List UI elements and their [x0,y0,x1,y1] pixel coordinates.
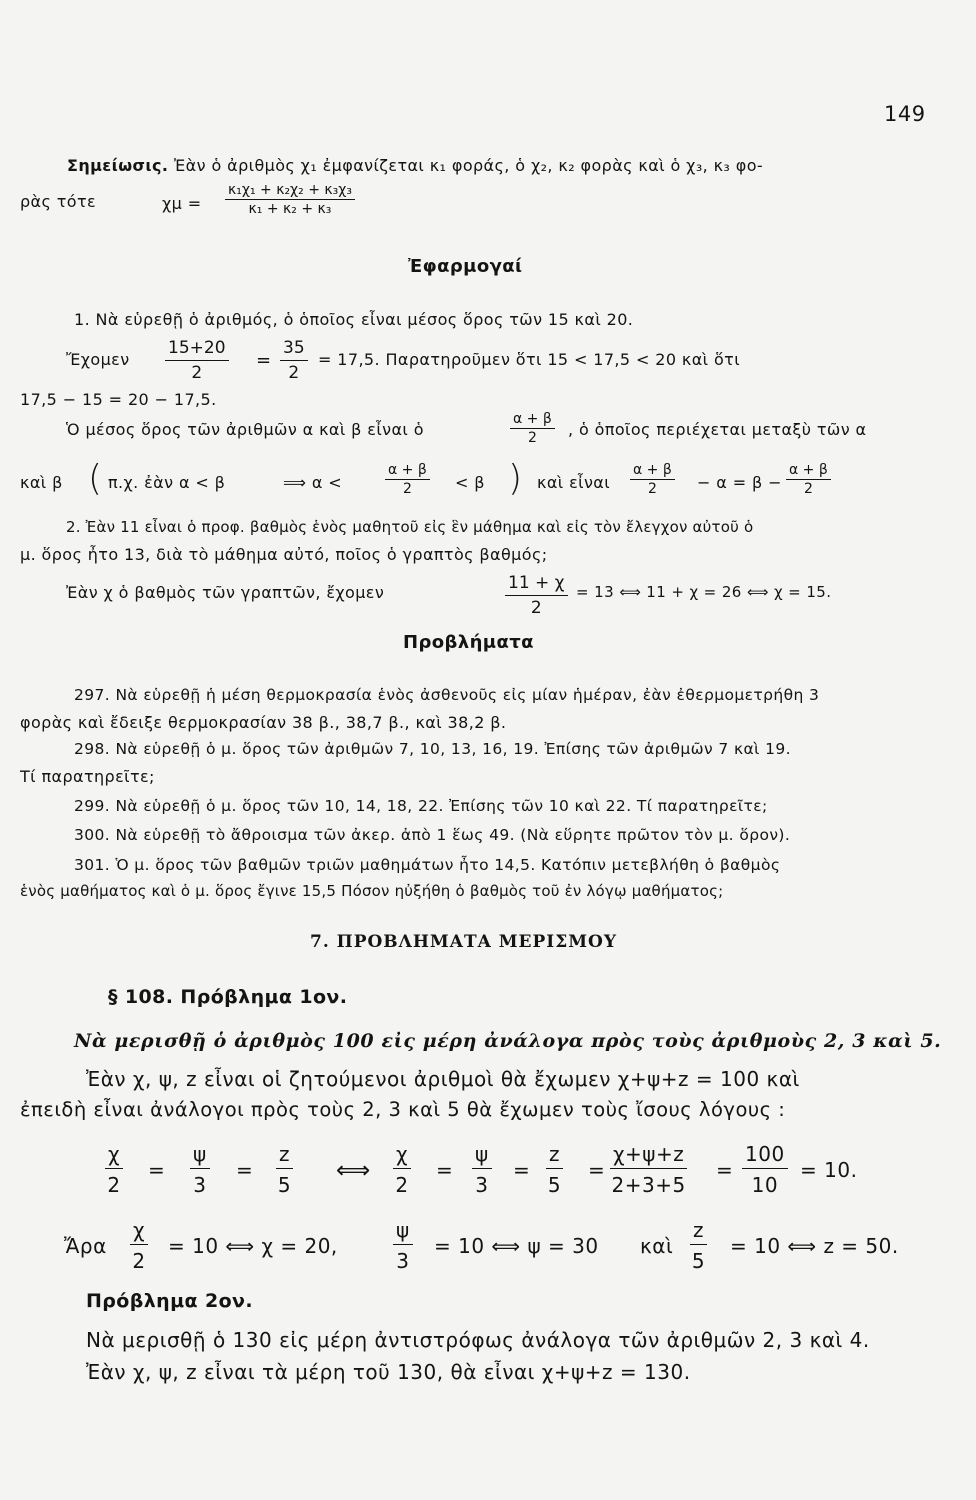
problem-297-line2: φορὰς καὶ ἔδειξε θερμοκρασίαν 38 β., 38,7 β., καὶ 38,2 β. [20,713,507,732]
fraction-numerator: 35 [280,340,308,361]
note-text: Ἐὰν ὁ ἀριθμὸς χ₁ ἐμφανίζεται κ₁ φοράς, ὁ χ₂, κ₂ φορὰς καὶ ὁ χ₃, κ₃ φο- [173,156,764,175]
problem-301-line2: ἑνὸς μαθήματος καὶ ὁ μ. ὅρος ἔγινε 15,5 Πόσον ηὐξήθη ὁ βαθμὸς τοῦ ἐν λόγῳ μαθήματος; [20,882,724,900]
fraction-denominator: 2 [132,1249,146,1273]
example2-line1: 2. Ἐὰν 11 εἶναι ὁ προφ. βαθμὸς ἑνὸς μαθητοῦ εἰς ἓν μάθημα καὶ εἰς τὸν ἔλεγχον αὐτοῦ ὁ [66,518,754,536]
minus-alpha-equals-beta: − α = β − [697,473,782,492]
note-line1 [67,156,763,175]
example2-solution: = 13 ⟺ 11 + χ = 26 ⟺ χ = 15. [576,583,832,601]
result-x: = 10 ⟺ χ = 20, [168,1234,338,1258]
example1-have: Ἔχομεν [66,350,130,369]
fraction-numerator: χ+ψ+z [610,1144,687,1169]
paren-open: ( [88,458,103,499]
equals-sign: = [588,1158,606,1182]
fraction-denominator: 2 [107,1173,121,1197]
problem-299: 299. Νὰ εὑρεθῇ ὁ μ. ὅρος τῶν 10, 14, 18, 22. Ἐπίσης τῶν 10 καὶ 22. Τί παρατηρεῖτε; [74,797,768,815]
result-y: = 10 ⟺ ψ = 30 [434,1234,599,1258]
example1-line3: 17,5 − 15 = 20 − 17,5. [20,390,217,409]
fraction-denominator: 2+3+5 [611,1173,686,1197]
problem-297-line1: 297. Νὰ εὑρεθῇ ἡ μέση θερμοκρασία ἑνὸς ἀσθενοῦς εἰς μίαν ἡμέραν, ἐὰν ἐθερμομετρήθη 3 [74,686,820,704]
and-word: καὶ [640,1234,674,1258]
problem-300: 300. Νὰ εὑρεθῇ τὸ ἄθροισμα τῶν ἀκερ. ἀπὸ 1 ἕως 49. (Νὰ εὕρητε πρῶτον τὸν μ. ὅρον). [74,826,791,844]
iff-arrow: ⟺ [336,1156,371,1184]
fraction-denominator: 3 [475,1173,489,1197]
ratio-y-3 [190,1144,210,1195]
fraction-numerator: χ [130,1220,148,1245]
equals-ten: = 10. [800,1158,858,1182]
note-line2-prefix: ρὰς τότε [20,192,97,211]
fraction-numerator: χ [105,1144,123,1169]
fraction-numerator: z [546,1144,563,1169]
ratio-z-5 [546,1144,563,1195]
fraction-denominator: 5 [277,1173,292,1197]
fraction-numerator: χ [393,1144,411,1169]
example1-fraction1 [165,340,229,382]
ratio-100-10 [742,1144,788,1195]
fraction-denominator: 2 [803,481,813,497]
result-x-fraction [130,1220,148,1271]
note-xm: χμ = [162,194,202,213]
fraction-numerator: α + β [786,463,831,480]
fraction-numerator: ψ [190,1144,210,1169]
ratio-z-5 [276,1144,293,1195]
fraction-numerator: α + β [510,412,555,429]
problem1-statement: Νὰ μερισθῇ ὁ ἀριθμὸς 100 εἰς μέρη ἀνάλογα πρὸς τοὺς ἀριθμοὺς 2, 3 καὶ 5. [74,1030,942,1052]
inequality-fraction [385,463,430,496]
applications-heading: Ἐφαρμογαί [408,256,523,277]
fraction-denominator: 3 [193,1173,207,1197]
equals-sign: = [148,1158,166,1182]
difference-fraction1 [630,463,675,496]
fraction-numerator: z [276,1144,293,1169]
result-y-fraction [393,1220,413,1271]
fraction-denominator: 2 [402,481,412,497]
fraction-numerator: ψ [472,1144,492,1169]
therefore-label: Ἄρα [64,1234,107,1258]
difference-fraction2 [786,463,831,496]
fraction-denominator: 2 [288,363,300,383]
mean-definition: Ὁ μέσος ὅρος τῶν ἀριθμῶν α καὶ β εἶναι ὁ [66,420,424,439]
example2-line3: Ἐὰν χ ὁ βαθμὸς τῶν γραπτῶν, ἔχομεν [66,583,385,602]
note-formula-den: κ₁ + κ₂ + κ₃ [248,201,332,217]
fraction-denominator: 2 [647,481,657,497]
problem2-line1: Νὰ μερισθῇ ὁ 130 εἰς μέρη ἀντιστρόφως ἀνάλογα τῶν ἀριθμῶν 2, 3 καὶ 4. [86,1328,870,1352]
fraction-numerator: z [690,1220,707,1245]
fraction-denominator: 5 [691,1249,706,1273]
note-formula-num: κ₁χ₁ + κ₂χ₂ + κ₃χ₃ [225,183,355,200]
less-than-beta: < β [455,473,485,492]
equals-sign: = [716,1158,734,1182]
problem-298-line1: 298. Νὰ εὑρεθῇ ὁ μ. ὅρος τῶν ἀριθμῶν 7, 10, 13, 16, 19. Ἐπίσης τῶν ἀριθμῶν 7 καὶ 19. [74,740,791,758]
implies-alpha: ⟹ α < [283,473,343,492]
equals-sign: = [436,1158,454,1182]
result-z: = 10 ⟺ z = 50. [730,1234,899,1258]
paren-close: ) [508,458,523,499]
fraction-denominator: 10 [751,1173,779,1197]
example2-line2: μ. ὅρος ἦτο 13, διὰ τὸ μάθημα αὐτό, ποῖος ὁ γραπτὸς βαθμός; [20,545,548,564]
equals-sign: = [236,1158,254,1182]
problems-heading: Προβλήματα [403,632,534,653]
problem-301-line1: 301. Ὁ μ. ὅρος τῶν βαθμῶν τριῶν μαθημάτων ἦτο 14,5. Κατόπιν μετεβλήθη ὁ βαθμὸς [74,856,781,874]
fraction-numerator: 100 [742,1144,788,1169]
ratio-y-3 [472,1144,492,1195]
paragraph-108-heading: § 108. Πρόβλημα 1ον. [108,986,348,1008]
problem1-line1: Ἐὰν χ, ψ, z εἶναι οἱ ζητούμενοι ἀριθμοὶ θὰ ἔχωμεν χ+ψ+z = 100 καὶ [86,1067,800,1091]
note-formula [225,183,355,216]
example1-line1: 1. Νὰ εὑρεθῇ ὁ ἀριθμός, ὁ ὁποῖος εἶναι μέσος ὅρος τῶν 15 καὶ 20. [74,310,634,329]
and-beta: καὶ β [20,473,63,492]
page-number: 149 [884,102,926,126]
fraction-denominator: 2 [395,1173,409,1197]
mean-fraction [510,412,555,445]
example1-continuation: = 17,5. Παρατηροῦμεν ὅτι 15 < 17,5 < 20 καὶ ὅτι [318,350,741,369]
section-heading: 7. ΠΡΟΒΛΗΜΑΤΑ ΜΕΡΙΣΜΟΥ [310,932,617,952]
fraction-denominator: 3 [396,1249,410,1273]
fraction-denominator: 2 [530,598,542,618]
example1-fraction2 [280,340,308,382]
equals-sign: = [513,1158,531,1182]
ratio-x-2 [105,1144,123,1195]
fraction-numerator: ψ [393,1220,413,1245]
fraction-numerator: 15+20 [165,340,229,361]
ratio-x-2 [393,1144,411,1195]
ratio-sum [610,1144,687,1195]
fraction-denominator: 2 [191,363,203,383]
equals-sign: = [256,350,272,371]
example-text: π.χ. ἐὰν α < β [108,473,226,492]
problem2-line2: Ἐὰν χ, ψ, z εἶναι τὰ μέρη τοῦ 130, θὰ εἶναι χ+ψ+z = 130. [86,1360,691,1384]
fraction-numerator: 11 + χ [505,575,568,596]
fraction-denominator: 2 [527,430,537,446]
example2-fraction [505,575,568,617]
problem-298-line2: Τί παρατηρεῖτε; [20,767,155,786]
and-is: καὶ εἶναι [537,473,611,492]
fraction-numerator: α + β [630,463,675,480]
result-z-fraction [690,1220,707,1271]
note-title: Σημείωσις. [67,156,169,175]
mean-continuation: , ὁ ὁποῖος περιέχεται μεταξὺ τῶν α [568,420,867,439]
fraction-denominator: 5 [547,1173,562,1197]
problem2-heading: Πρόβλημα 2ον. [86,1290,253,1312]
problem1-line2: ἐπειδὴ εἶναι ἀνάλογοι πρὸς τοὺς 2, 3 καὶ 5 θὰ ἔχωμεν τοὺς ἴσους λόγους : [20,1098,786,1121]
fraction-numerator: α + β [385,463,430,480]
